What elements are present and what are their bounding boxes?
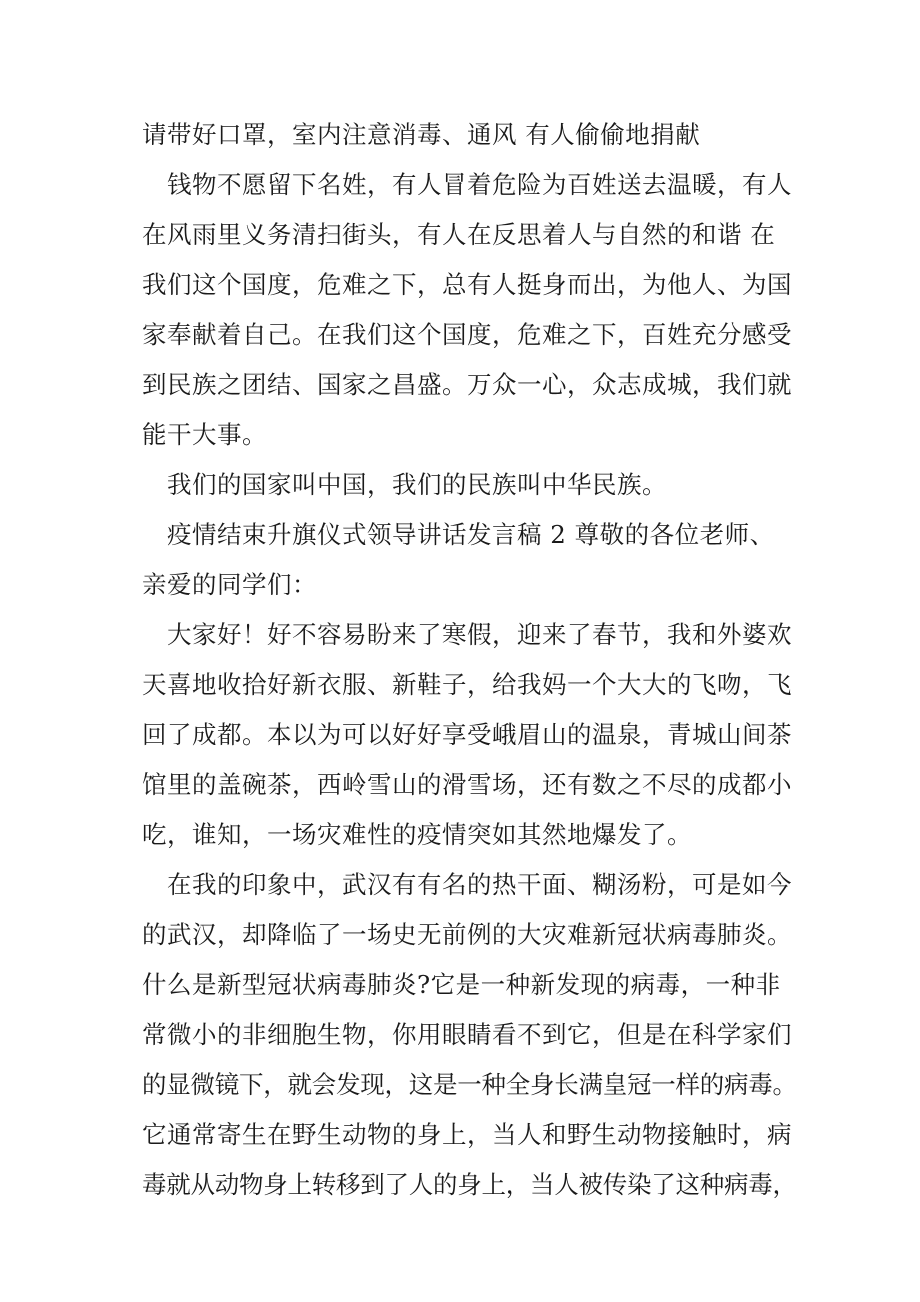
text-line: 馆里的盖碗茶，西岭雪山的滑雪场，还有数之不尽的成都小: [142, 770, 792, 799]
text-line: 请带好口罩，室内注意消毒、通风 有人偷偷地捐献: [142, 120, 701, 149]
text-line: 的武汉，却降临了一场史无前例的大灾难新冠状病毒肺炎。: [142, 920, 792, 949]
text-line: 吃，谁知，一场灾难性的疫情突如其然地爆发了。: [142, 820, 692, 849]
text-line: 毒就从动物身上转移到了人的身上，当人被传染了这种病毒，: [142, 1170, 797, 1199]
text-line: 它通常寄生在野生动物的身上，当人和野生动物接触时，病: [142, 1120, 792, 1149]
text-line: 家奉献着自己。在我们这个国度，危难之下，百姓充分感受: [142, 320, 792, 349]
text-line: 回了成都。本以为可以好好享受峨眉山的温泉，青城山间茶: [142, 720, 792, 749]
text-line: 天喜地收拾好新衣服、新鞋子，给我妈一个大大的飞吻，飞: [142, 670, 792, 699]
text-line: 什么是新型冠状病毒肺炎?它是一种新发现的病毒，一种非: [142, 970, 781, 999]
text-line: 疫情结束升旗仪式领导讲话发言稿 2 尊敬的各位老师、: [167, 520, 775, 549]
text-line: 钱物不愿留下名姓，有人冒着危险为百姓送去温暖，有人: [167, 170, 792, 199]
text-line: 能干大事。: [142, 420, 267, 449]
text-line: 常微小的非细胞生物，你用眼睛看不到它，但是在科学家们: [142, 1020, 792, 1049]
text-line: 在我的印象中，武汉有有名的热干面、糊汤粉，可是如今: [167, 870, 792, 899]
text-line: 在风雨里义务清扫街头，有人在反思着人与自然的和谐 在: [142, 220, 776, 249]
text-line: 到民族之团结、国家之昌盛。万众一心，众志成城，我们就: [142, 370, 792, 399]
text-line: 我们的国家叫中国，我们的民族叫中华民族。: [167, 470, 667, 499]
text-line: 大家好！好不容易盼来了寒假，迎来了春节，我和外婆欢: [167, 620, 792, 649]
text-line: 亲爱的同学们：: [142, 570, 317, 599]
text-line: 的显微镜下，就会发现，这是一种全身长满皇冠一样的病毒。: [142, 1070, 797, 1099]
text-line: 我们这个国度，危难之下，总有人挺身而出，为他人、为国: [142, 270, 792, 299]
